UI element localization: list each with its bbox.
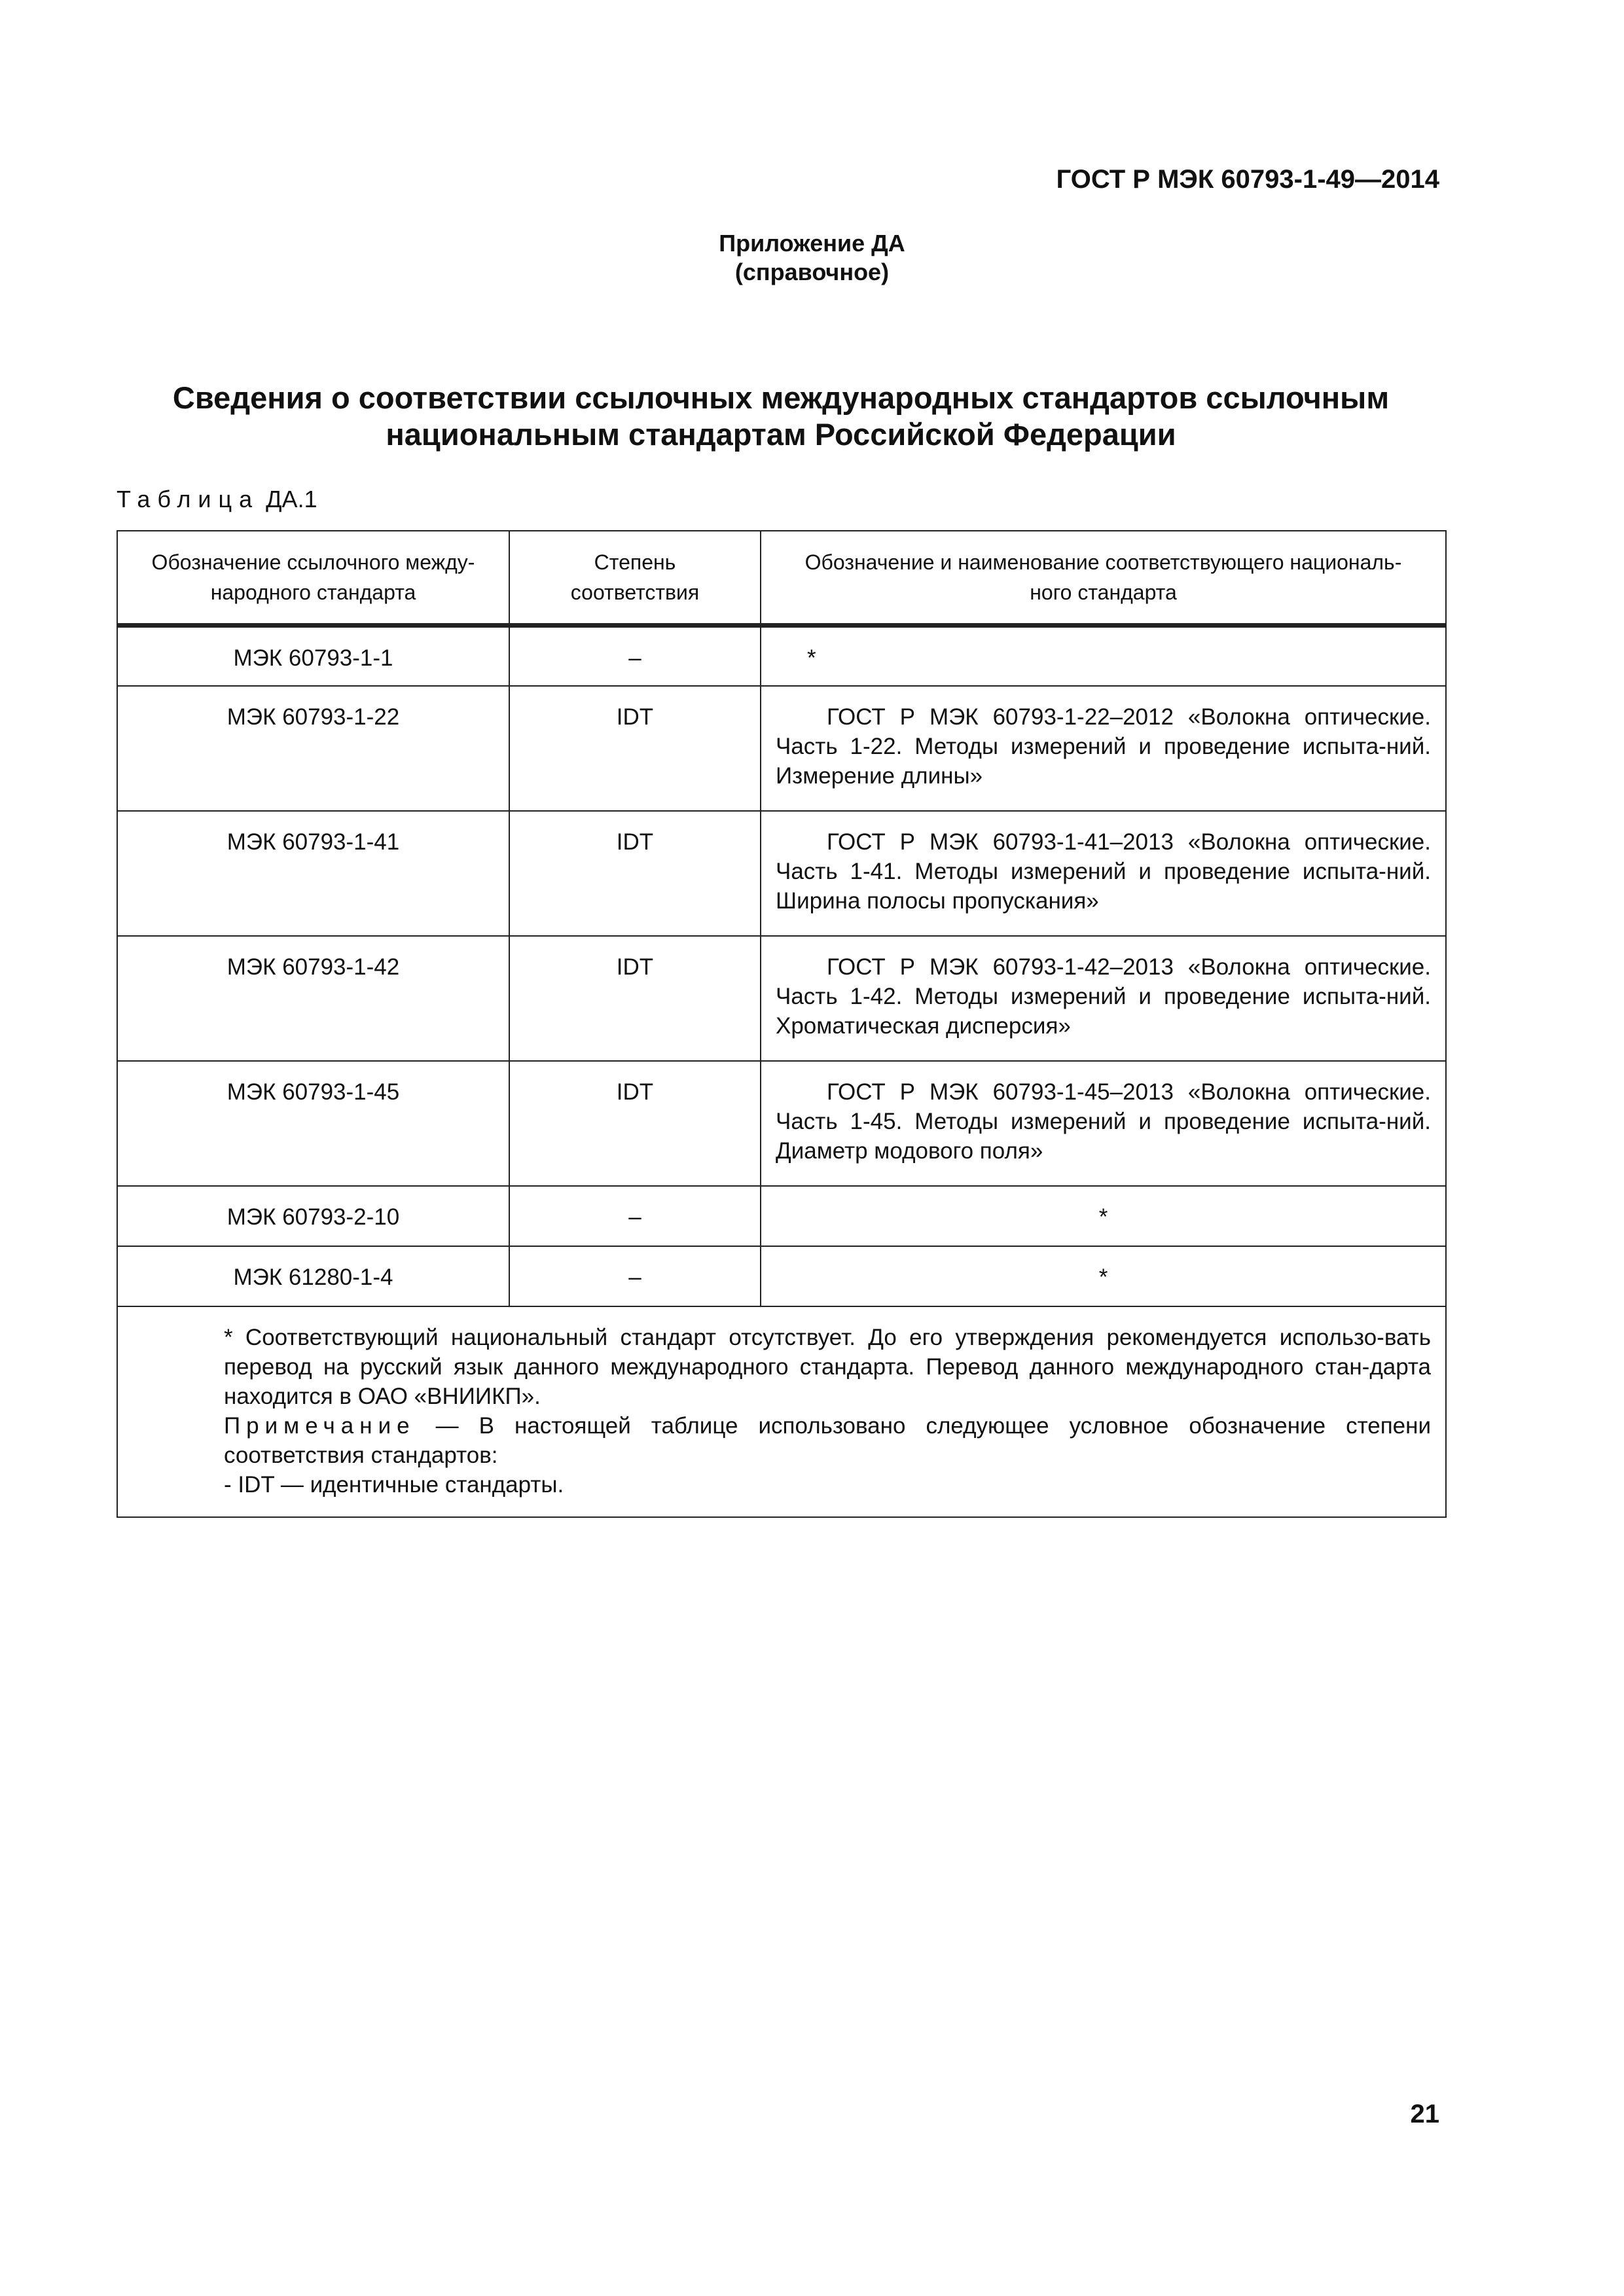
header-line: Обозначение и наименование соответствующего националь- xyxy=(804,550,1402,574)
header-line: ного стандарта xyxy=(1030,581,1177,604)
table-row xyxy=(117,686,1446,811)
correspondence-table xyxy=(117,530,1447,1518)
column-header-degree xyxy=(509,531,761,626)
note-item: - IDT — идентичные стандарты. xyxy=(224,1471,564,1498)
national-standard-text: ГОСТ Р МЭК 60793-1-45–2013 «Волокна оптические. Часть 1-45. Методы измерений и проведение испыта-ний. Диаметр модового поля» xyxy=(776,1079,1431,1164)
header-line: соответствия xyxy=(570,581,700,604)
table-row xyxy=(117,811,1446,936)
cell-intl-standard: МЭК 60793-1-22 xyxy=(117,686,509,811)
cell-degree: IDT xyxy=(509,686,761,811)
cell-national-standard: * xyxy=(761,626,1446,686)
cell-national-standard: * xyxy=(761,1186,1446,1246)
table-row xyxy=(117,1246,1446,1306)
cell-national-standard xyxy=(761,811,1446,936)
cell-intl-standard: МЭК 60793-1-41 xyxy=(117,811,509,936)
table-row xyxy=(117,626,1446,686)
national-standard-text: ГОСТ Р МЭК 60793-1-22–2012 «Волокна оптические. Часть 1-22. Методы измерений и проведение испыта-ний. Измерение длины» xyxy=(776,704,1431,789)
cell-degree: IDT xyxy=(509,811,761,936)
cell-degree: – xyxy=(509,626,761,686)
national-standard-text: ГОСТ Р МЭК 60793-1-41–2013 «Волокна оптические. Часть 1-41. Методы измерений и проведение испыта-ний. Ширина полосы пропускания» xyxy=(776,829,1431,914)
page-title-line-2: национальным стандартам Российской Федерации xyxy=(386,417,1176,452)
column-header-intl-standard xyxy=(117,531,509,626)
appendix-title: Приложение ДА xyxy=(719,230,905,257)
column-header-national-standard xyxy=(761,531,1446,626)
cell-national-standard xyxy=(761,1061,1446,1186)
cell-intl-standard: МЭК 61280-1-4 xyxy=(117,1246,509,1306)
table-label-word: Таблица xyxy=(117,486,260,512)
cell-degree: – xyxy=(509,1246,761,1306)
table-row xyxy=(117,936,1446,1061)
header-line: Обозначение ссылочного между- xyxy=(151,550,475,574)
table-notes-row xyxy=(117,1306,1446,1517)
header-line: народного стандарта xyxy=(210,581,416,604)
header-line: Степень xyxy=(594,550,676,574)
cell-degree: IDT xyxy=(509,936,761,1061)
cell-national-standard: * xyxy=(761,1246,1446,1306)
table-notes-cell xyxy=(117,1306,1446,1517)
table-label-number: ДА.1 xyxy=(266,486,317,512)
national-standard-text: ГОСТ Р МЭК 60793-1-42–2013 «Волокна оптические. Часть 1-42. Методы измерений и проведение испыта-ний. Хроматическая дисперсия» xyxy=(776,954,1431,1039)
cell-intl-standard: МЭК 60793-1-45 xyxy=(117,1061,509,1186)
cell-intl-standard: МЭК 60793-1-42 xyxy=(117,936,509,1061)
appendix-heading xyxy=(0,229,1624,287)
page-title xyxy=(117,380,1445,453)
note-text: — В настоящей таблице использовано следующее условное обозначение степени соответствия стандартов: xyxy=(224,1412,1431,1468)
note-label: Примечание xyxy=(224,1412,416,1439)
document-code: ГОСТ Р МЭК 60793-1-49—2014 xyxy=(1056,165,1439,194)
table-row xyxy=(117,1186,1446,1246)
cell-national-standard xyxy=(761,686,1446,811)
table-row xyxy=(117,1061,1446,1186)
note-paragraph xyxy=(132,1411,1431,1470)
table-label xyxy=(117,486,317,513)
cell-degree: – xyxy=(509,1186,761,1246)
cell-national-standard xyxy=(761,936,1446,1061)
page-number: 21 xyxy=(1410,2100,1439,2128)
cell-intl-standard: МЭК 60793-2-10 xyxy=(117,1186,509,1246)
appendix-subtitle: (справочное) xyxy=(734,259,890,285)
cell-degree: IDT xyxy=(509,1061,761,1186)
footnote-text: * Соответствующий национальный стандарт отсутствует. До его утверждения рекомендуется использо-вать перевод на русский язык данного международного стандарта. Перевод данного международного стан-дарта находится в ОАО «ВНИИКП». xyxy=(224,1324,1431,1409)
page-title-line-1: Сведения о соответствии ссылочных международных стандартов ссылочным xyxy=(172,380,1390,415)
table-header-row xyxy=(117,531,1446,626)
cell-intl-standard: МЭК 60793-1-1 xyxy=(117,626,509,686)
